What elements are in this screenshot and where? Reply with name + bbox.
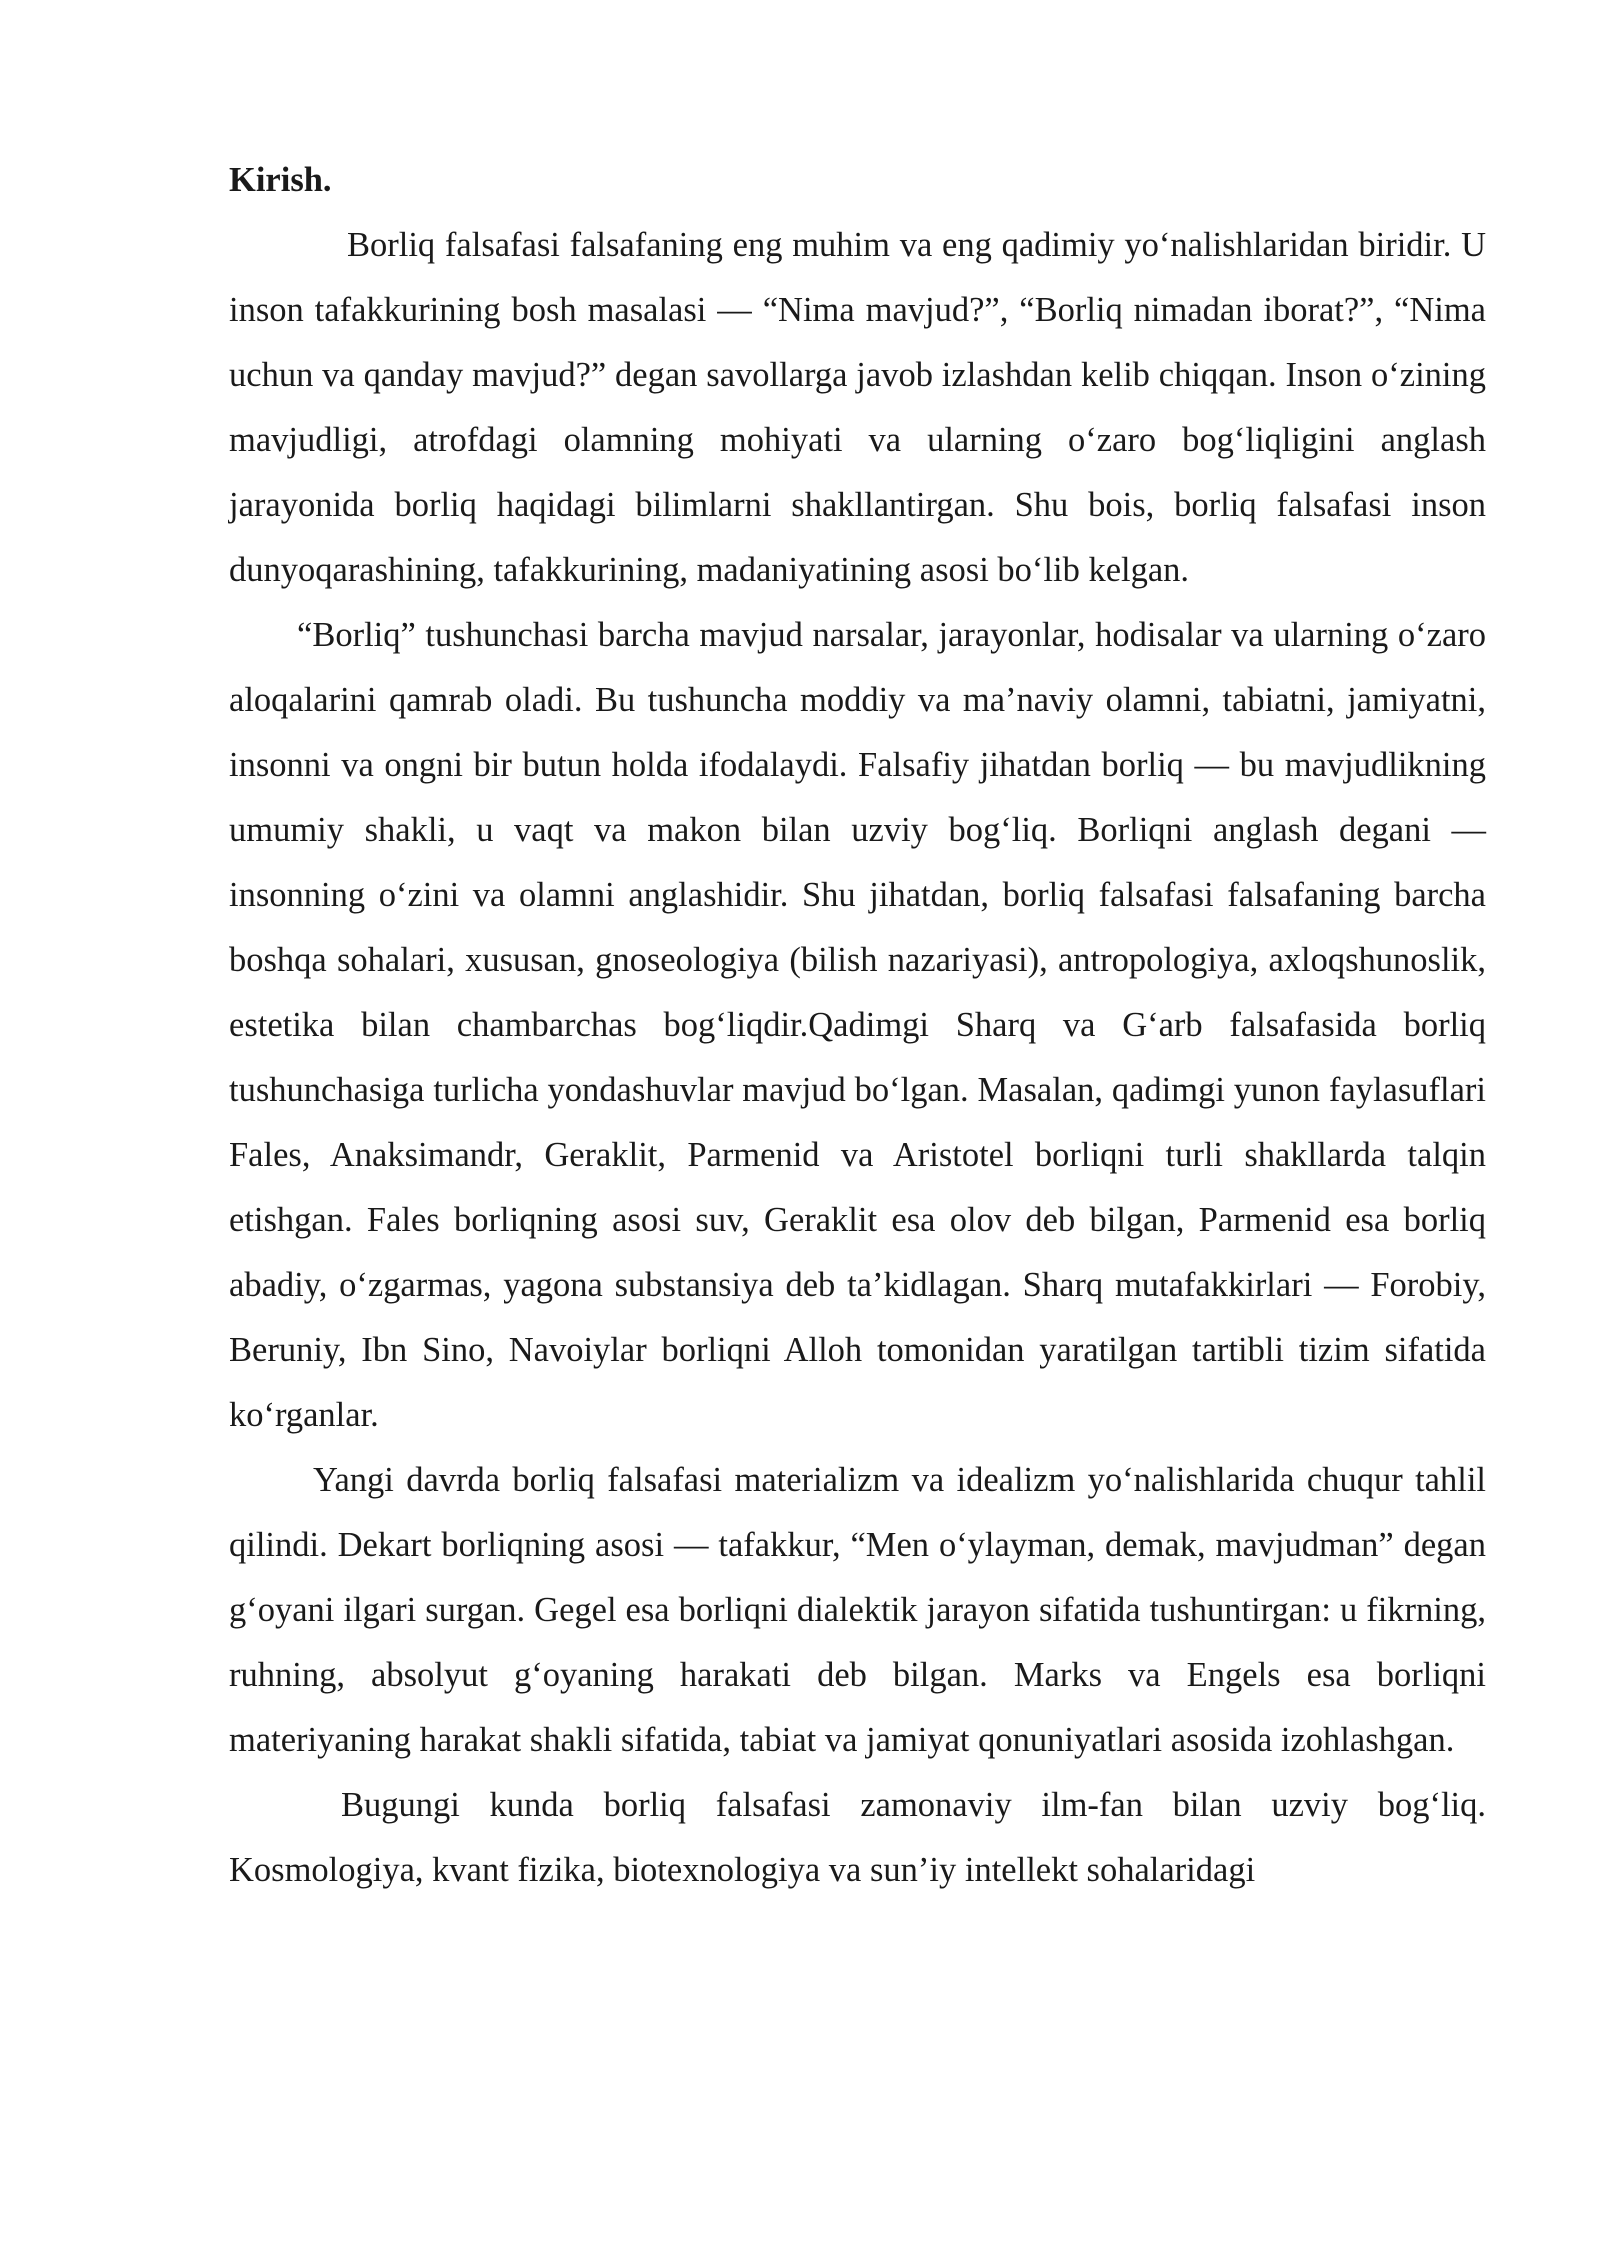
paragraph-intro: Borliq falsafasi falsafaning eng muhim va eng qadimiy yo‘nalishlaridan biridir. U inson tafakkurining bosh masalasi — “Nima mavjud?”, “Borliq nimadan iborat?”, “Nima uchun va qanday mavjud?” degan savollarga javob izlashdan kelib chiqqan. Inson o‘zining mavjudligi, atrofdagi olamning mohiyati va ularning o‘zaro bog‘liqligini anglash jarayonida borliq haqidagi bilimlarni shakllantirgan. Shu bois, borliq falsafasi inson dunyoqarashining, tafakkurining, madaniyatining asosi bo‘lib kelgan.: [229, 226, 1486, 589]
paragraph-modern-era: Yangi davrda borliq falsafasi materializm va idealizm yo‘nalishlarida chuqur tahlil qilindi. Dekart borliqning asosi — tafakkur, “Men o‘ylayman, demak, mavjudman” degan g‘oyani ilgari surgan. Gegel esa borliqni dialektik jarayon sifatida tushuntirgan: u fikrning, ruhning, absolyut g‘oyaning harakati deb bilgan. Marks va Engels esa borliqni materiyaning harakat shakli sifatida, tabiat va jamiyat qonuniyatlari asosida izohlashgan.: [229, 1461, 1486, 1759]
section-heading: Kirish.: [229, 161, 332, 199]
document-page: [229, 148, 1486, 1903]
paragraph-today: Bugungi kunda borliq falsafasi zamonaviy ilm-fan bilan uzviy bog‘liq. Kosmologiya, kvant fizika, biotexnologiya va sun’iy intellekt sohalaridagi: [229, 1786, 1486, 1889]
paragraph-borliq-concept: “Borliq” tushunchasi barcha mavjud narsalar, jarayonlar, hodisalar va ularning o‘zaro aloqalarini qamrab oladi. Bu tushuncha moddiy va ma’naviy olamni, tabiatni, jamiyatni, insonni va ongni bir butun holda ifodalaydi. Falsafiy jihatdan borliq — bu mavjudlikning umumiy shakli, u vaqt va makon bilan uzviy bog‘liq. Borliqni anglash degani — insonning o‘zini va olamni anglashidir. Shu jihatdan, borliq falsafasi falsafaning barcha boshqa sohalari, xususan, gnoseologiya (bilish nazariyasi), antropologiya, axloqshunoslik, estetika bilan chambarchas bog‘liqdir.Qadimgi Sharq va G‘arb falsafasida borliq tushunchasiga turlicha yondashuvlar mavjud bo‘lgan. Masalan, qadimgi yunon faylasuflari Fales, Anaksimandr, Geraklit, Parmenid va Aristotel borliqni turli shakllarda talqin etishgan. Fales borliqning asosi suv, Geraklit esa olov deb bilgan, Parmenid esa borliq abadiy, o‘zgarmas, yagona substansiya deb ta’kidlagan. Sharq mutafakkirlari — Forobiy, Beruniy, Ibn Sino, Navoiylar borliqni Alloh tomonidan yaratilgan tartibli tizim sifatida ko‘rganlar.: [229, 616, 1486, 1434]
